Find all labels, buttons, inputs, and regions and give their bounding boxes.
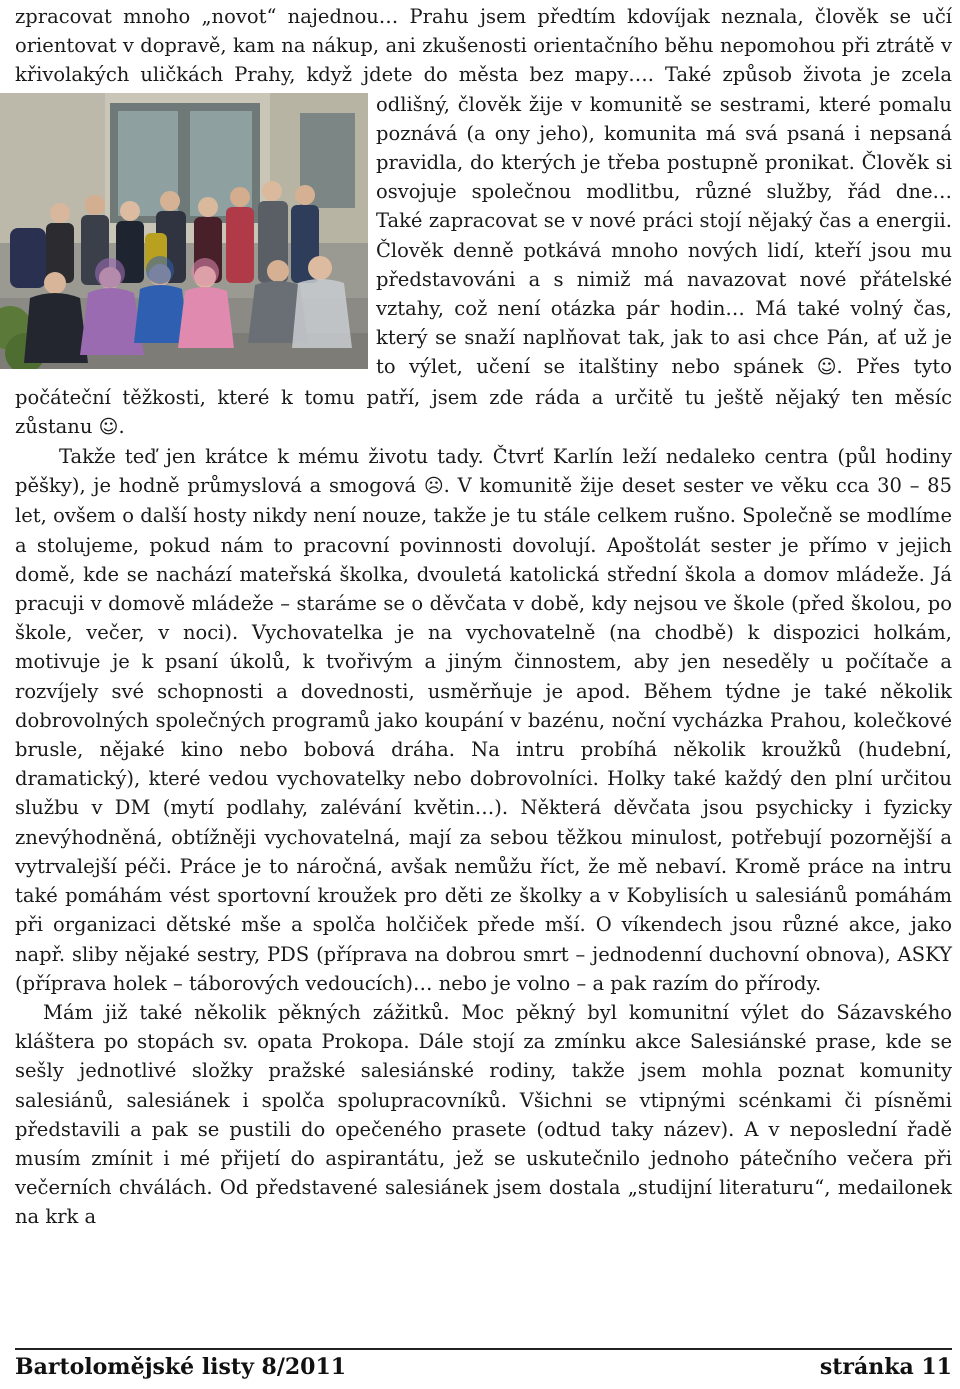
paragraph-3: Mám již také několik pěkných zážitků. Moc pěkný byl komunitní výlet do Sázavského kláštera po stopách sv. opata Prokopa. Dále stojí za zmínku akce Salesiánské prase, kde se sešly jednotlivé složky pražské salesiánské rodiny, takže jsem mohla poznat komunity salesiánů, salesiánek i spolča spolupracovníků. Všichni se vtipnými scénkami či písněmi představili a pak se pustili do opečeného prasete (odtud taky název). A v neposlední řadě musím zmínit i mé přijetí do aspirantátu, jež se uskutečnilo jednoho pátečního večera při večerních chválách. Od představené salesiánek jsem dostala „studijní literaturu“, medailonek na krk a [15, 1000, 952, 1229]
smiley-happy-icon: ☺ [98, 415, 119, 438]
article-body [15, 2, 952, 1232]
group-photo [0, 93, 368, 369]
paragraph-2-b: . V komunitě žije deset sester ve věku cca 30 – 85 let, ovšem o další hosty nikdy není nouze, takže je tu stále celkem rušno. Společně se modlíme a stolujeme, pokud nám to pracovní povinnosti dovolují. Apoštolát sester je přímo v jejich domě, kde se nachází mateřská školka, dvouletá katolická střední škola a domov mládeže. Já pracuji v domově mládeže – staráme se o děvčata v době, kdy nejsou ve škole (před školou, po škole, večer, v noci). Vychovatelka je na vychovatelně (na chodbě) k dispozici holkám, motivuje je k psaní úkolů, k tvořivým a jiným činnostem, aby jen neseděly u počítače a rozvíjely své schopnosti a dovednosti, usměrňuje je apod. Během týdne je také několik dobrovolných společných programů jako koupání v bazénu, noční vycházka Prahou, kolečkové brusle, nějaké kino nebo bobová dráha. Na intru probíhá několik kroužků (hudební, dramatický), které vedou vychovatelky nebo dobrovolníci. Holky také každý den plní určitou službu v DM (mytí podlahy, zalévání květin…). Některá děvčata jsou psychicky i fyzicky znevýhodněná, obtížněji vychovatelná, mají za sebou těžkou minulost, potřebují pozornější a vytrvalejší péči. Práce je to náročná, avšak nemůžu říct, že mě nebaví. Kromě práce na intru také pomáhám vést sportovní kroužek pro děti ze školky a v Kobylisích u salesiánů pomáhám při organizaci dětské mše a spolča holčiček přede mší. O víkendech jsou různé akce, jako např. sliby nějaké sestry, PDS (příprava na dobrou smrt – jednodenní duchovní obnova), ASKY (příprava holek – táborových vedoucích)… nebo je volno – a pak razím do přírody. [15, 474, 952, 995]
paragraph-1-end: . [118, 414, 125, 438]
publication-title: Bartolomějské listy 8/2011 [15, 1354, 347, 1380]
paragraph-1 [15, 2, 952, 442]
paragraph-1-mid: . Přes tyto počáteční těžkosti, které k tomu patří, jsem zde ráda a určitě tu ještě nějaký ten měsíc zůstanu [15, 355, 952, 438]
smiley-happy-icon: ☺ [816, 356, 837, 379]
page-number: stránka 11 [819, 1354, 952, 1380]
smiley-sad-icon: ☹ [423, 475, 444, 498]
paragraph-2 [15, 442, 952, 998]
paragraph-1-top: zpracovat mnoho „novot“ najednou… Prahu jsem předtím kdovíjak neznala, člověk se učí orientovat v dopravě, kam na nákup, ani zkušenosti orientačního běhu nepomohou při ztrátě v křivolakých uličkách Prahy, když jdete do města bez mapy…. Také způsob života je zcela odlišný, člověk žije v komunitě se sestrami, [15, 5, 952, 116]
paragraph-1-wrap: které pomalu poznává (a ony jeho), komunita má svá psaná i nepsaná pravidla, do kterých je třeba postupně pronikat. Člověk si osvojuje společnou modlitbu, různé služby, řád dne… Také zapracovat se v nové práci stojí nějaký čas a energii. Člověk denně potkává mnoho nových lidí, kteří jsou mu představováni a s nimiž má navazovat nové přátelské vztahy, což není otázka pár hodin… Má také volný čas, který se snaží naplňovat tak, jak to asi chce Pán, ať už je to výlet, učení se italštiny nebo spánek [376, 92, 952, 379]
paragraph-2-a: Takže teď jen krátce k mému životu tady. Čtvrť Karlín leží nedaleko centra (půl hodiny pěšky), je hodně průmyslová a smogová [15, 445, 952, 498]
page-footer [15, 1348, 952, 1380]
